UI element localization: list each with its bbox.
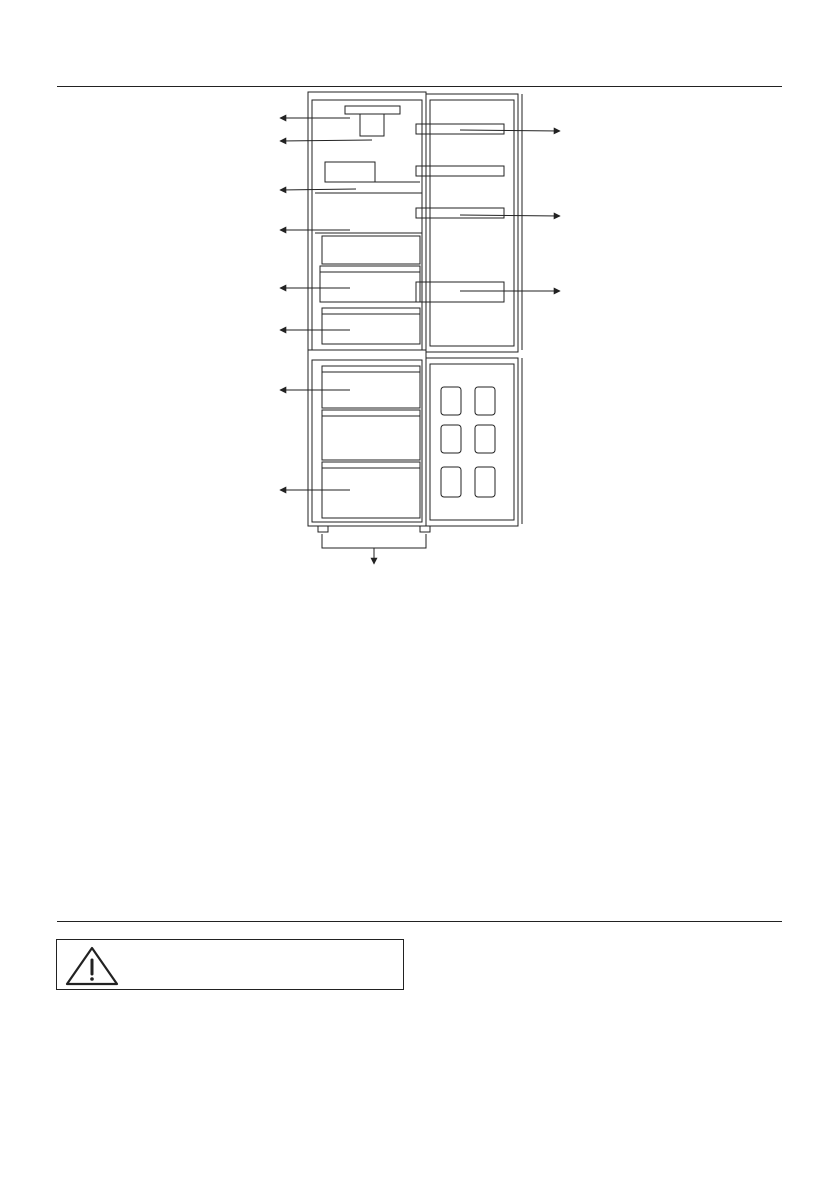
door-balcony-2 [416,166,504,176]
cabinet-body [308,92,426,526]
door-balcony-3 [416,208,504,218]
warning-box [56,939,404,990]
callout-arrow-left-2 [280,140,372,141]
callout-arrow-left-3 [280,189,356,190]
freezer-door [426,358,518,526]
front-foot-left [318,526,328,532]
light-panel [345,106,400,114]
warning-triangle-icon [63,944,121,988]
crisper-lower [322,308,420,344]
freezer-drawer-2 [322,410,420,460]
callout-arrow-right-2 [460,215,560,216]
crisper-upper [320,266,420,302]
control-box [360,114,384,136]
callout-arrow-right-1 [460,130,560,131]
fridge-freezer-diagram [270,88,570,568]
top-divider [57,86,782,87]
door-balcony-1 [416,124,504,134]
door-balcony-4 [416,282,504,302]
front-foot-right [420,526,430,532]
bottom-divider [57,921,782,922]
dairy-box [325,162,375,182]
feet-bracket [322,534,426,548]
